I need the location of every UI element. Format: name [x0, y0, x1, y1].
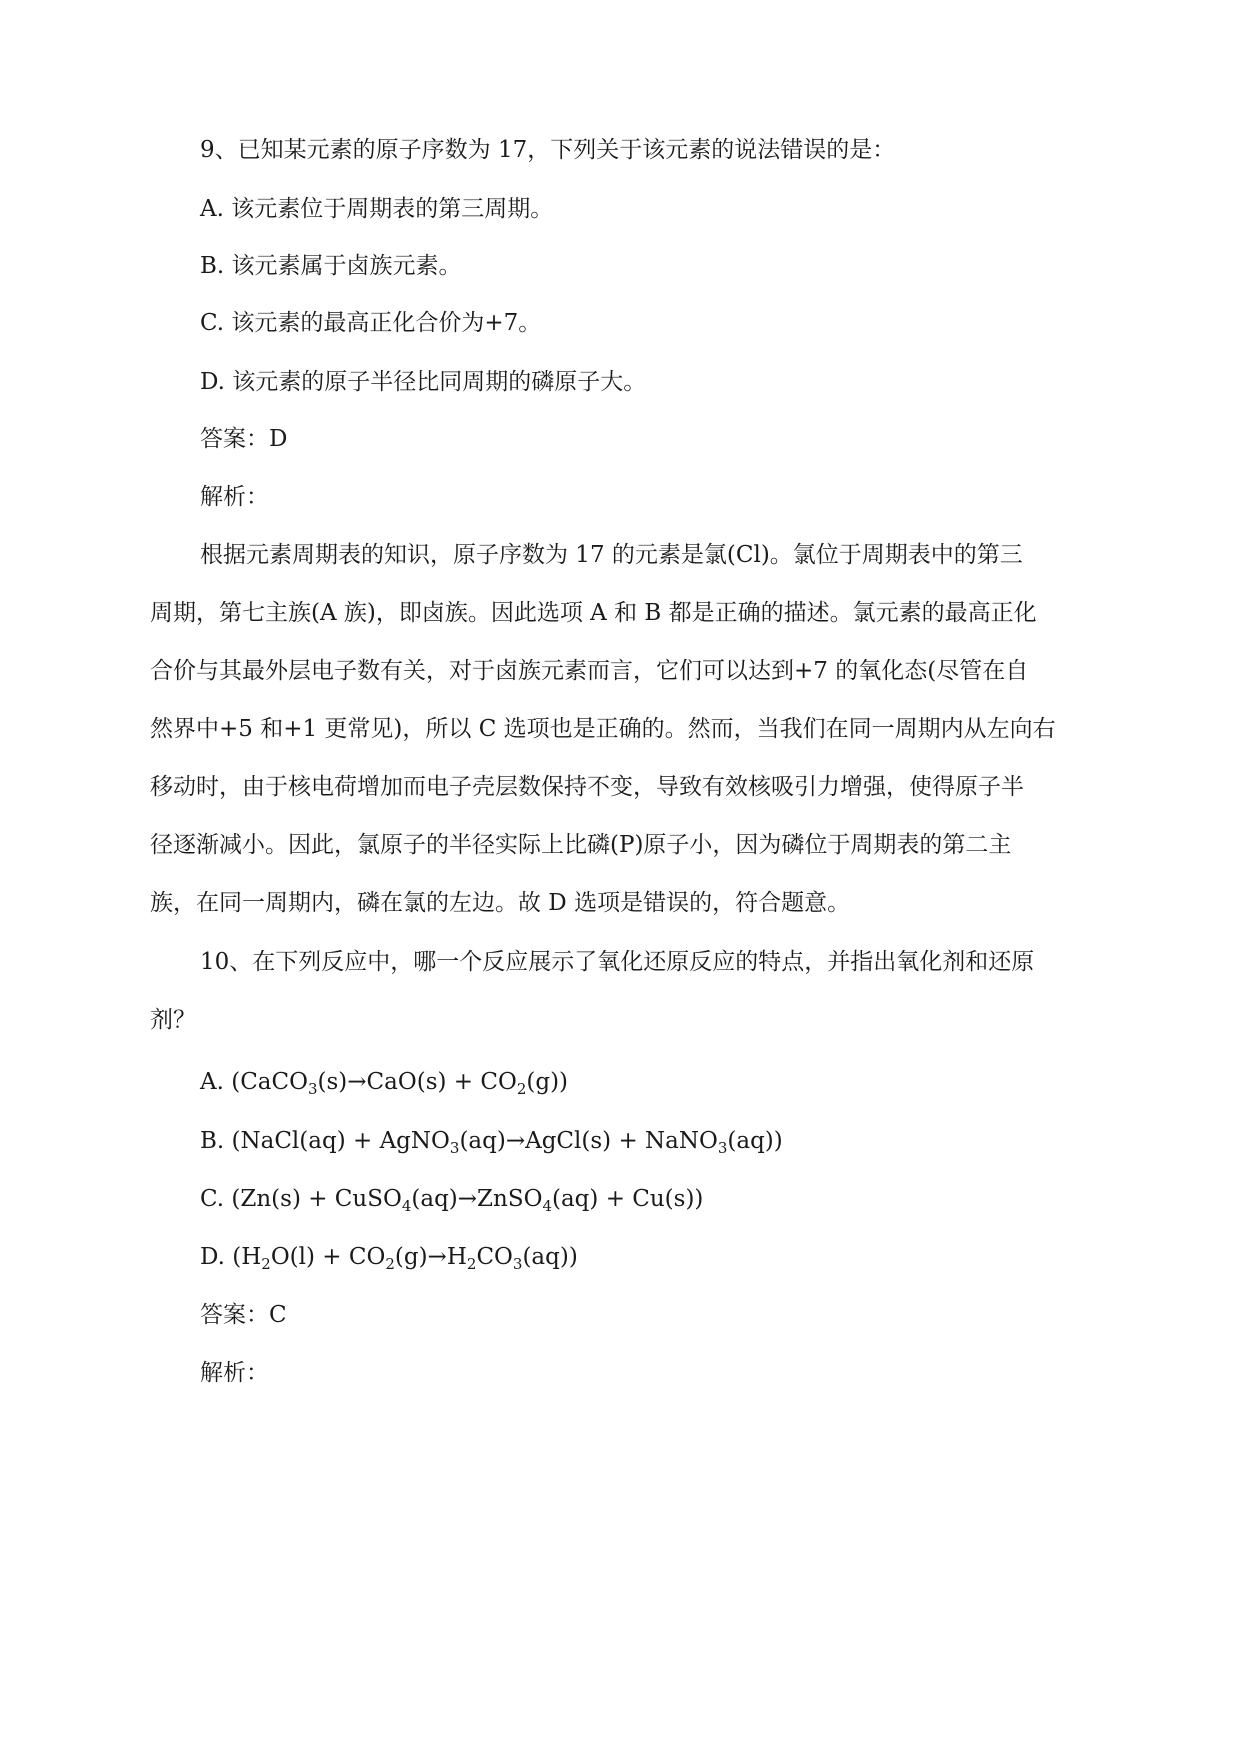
- analysis-line: 合价与其最外层电子数有关，对于卤族元素而言，它们可以达到+7 的氧化态(尽管在自: [150, 658, 1029, 684]
- analysis-line: 径逐渐减小。因此，氯原子的半径实际上比磷(P)原子小，因为磷位于周期表的第二主: [150, 832, 1012, 858]
- q10-option-a: [200, 1066, 568, 1098]
- formula-subscript: 3: [717, 1139, 728, 1157]
- q10-analysis-label: 解析：: [200, 1360, 269, 1386]
- formula-text: (aq)): [522, 1244, 578, 1270]
- formula-text: (aq)): [727, 1128, 783, 1154]
- formula-text: O(l) + CO: [270, 1244, 386, 1270]
- formula-text: A. (CaCO: [200, 1069, 308, 1095]
- formula-subscript: 2: [516, 1080, 527, 1098]
- formula-subscript: 2: [261, 1255, 271, 1273]
- analysis-line: 然界中+5 和+1 更常见)，所以 C 选项也是正确的。然而，当我们在同一周期内从左向右: [150, 716, 1056, 742]
- formula-text: (g)→H: [394, 1244, 467, 1270]
- formula-subscript: 3: [512, 1255, 523, 1273]
- formula-text: (aq)→AgCl(s) + NaNO: [459, 1128, 718, 1154]
- q10-option-d: [200, 1241, 578, 1273]
- q10-option-c: [200, 1183, 703, 1215]
- formula-subscript: 2: [466, 1255, 477, 1273]
- q9-option-d: D. 该元素的原子半径比同周期的磷原子大。: [200, 369, 647, 395]
- formula-text: (aq)→ZnSO: [411, 1186, 543, 1212]
- analysis-line: 根据元素周期表的知识，原子序数为 17 的元素是氯(Cl)。氯位于周期表中的第三: [200, 542, 1023, 568]
- formula-text: C. (Zn(s) + CuSO: [200, 1186, 402, 1212]
- formula-text: (g)): [526, 1069, 569, 1095]
- formula-subscript: 3: [449, 1139, 460, 1157]
- q9-answer: 答案：D: [200, 426, 288, 452]
- q10-question-line2: 剂？: [150, 1007, 196, 1033]
- analysis-line: 周期，第七主族(A 族)，即卤族。因此选项 A 和 B 都是正确的描述。氯元素的最高正化: [150, 600, 1037, 626]
- formula-subscript: 2: [385, 1255, 395, 1273]
- q9-analysis-label: 解析：: [200, 484, 269, 510]
- formula-text: (s)→CaO(s) + CO: [317, 1069, 517, 1095]
- q9-option-c: C. 该元素的最高正化合价为+7。: [200, 310, 542, 336]
- formula-text: D. (H: [200, 1244, 262, 1270]
- q10-question-line1: 10、在下列反应中，哪一个反应展示了氧化还原反应的特点，并指出氧化剂和还原: [200, 949, 1035, 975]
- q9-question: 9、已知某元素的原子序数为 17，下列关于该元素的说法错误的是：: [200, 137, 896, 163]
- q9-option-b: B. 该元素属于卤族元素。: [200, 253, 462, 279]
- analysis-line: 族，在同一周期内，磷在氯的左边。故 D 选项是错误的，符合题意。: [150, 890, 851, 916]
- formula-text: CO: [476, 1244, 513, 1270]
- formula-subscript: 3: [307, 1080, 318, 1098]
- formula-subscript: 4: [401, 1197, 412, 1215]
- q9-option-a: A. 该元素位于周期表的第三周期。: [200, 196, 554, 222]
- formula-text: (aq) + Cu(s)): [552, 1186, 704, 1212]
- q10-option-b: [200, 1125, 783, 1157]
- analysis-line: 移动时，由于核电荷增加而电子壳层数保持不变，导致有效核吸引力增强，使得原子半: [150, 774, 1024, 800]
- formula-subscript: 4: [542, 1197, 552, 1215]
- formula-text: B. (NaCl(aq) + AgNO: [200, 1128, 450, 1154]
- q10-answer: 答案：C: [200, 1302, 287, 1328]
